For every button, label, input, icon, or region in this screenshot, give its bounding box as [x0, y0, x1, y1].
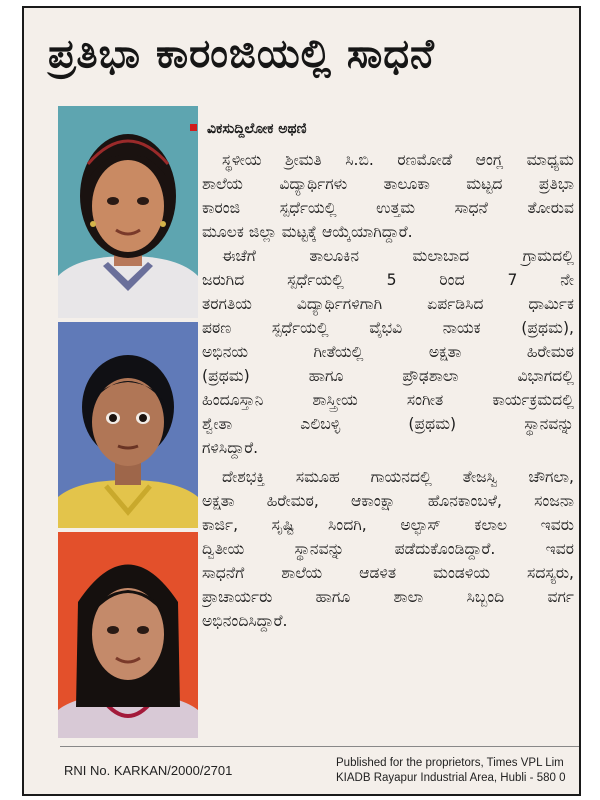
- rni-number: RNI No. KARKAN/2000/2701: [64, 763, 233, 778]
- paragraph-3-line: ದೇಶಭಕ್ತಿ ಸಮೂಹ ಗಾಯನದಲ್ಲಿ ತೇಜಸ್ವಿ ಚೌಗಲಾ,: [222, 468, 574, 486]
- paragraph-2-line: ಜರುಗಿದ ಸ್ಪರ್ಧೆಯಲ್ಲಿ 5 ರಿಂದ 7 ನೇ: [202, 271, 574, 289]
- published-line: Published for the proprietors, Times VPL Lim: [336, 757, 564, 769]
- student-portrait-3: [58, 532, 198, 738]
- student-portrait-1: [58, 106, 198, 318]
- paragraph-2-line: (ಪ್ರಥಮ) ಹಾಗೂ ಪ್ರೌಢಶಾಲಾ ವಿಭಾಗದಲ್ಲಿ: [202, 367, 574, 385]
- paragraph-3-line: ಅಭಿನಂದಿಸಿದ್ದಾರೆ.: [202, 612, 288, 630]
- student-photo-1: [58, 106, 198, 318]
- paragraph-2-line: ಪಠಣ ಸ್ಪರ್ಧೆಯಲ್ಲಿ ವೈಭವಿ ನಾಯಕ (ಪ್ರಥಮ),: [202, 319, 574, 337]
- paragraph-1-line: ಸ್ಥಳೀಯ ಶ್ರೀಮತಿ ಸಿ.ಬಿ. ರಣಮೋಡೆ ಆಂಗ್ಲ ಮಾಧ್ಯಮ: [222, 151, 574, 169]
- byline-text: ವಿಕಸುದ್ದಿಲೋಕ ಅಥಣಿ: [207, 121, 307, 137]
- paragraph-2-line: ಅಭಿನಯ ಗೀತೆಯಲ್ಲಿ ಅಕ್ಷತಾ ಹಿರೇಮಠ: [202, 343, 574, 361]
- paragraph-2-line: ಈಚೆಗೆ ತಾಲೂಕಿನ ಮಲಾಬಾದ ಗ್ರಾಮದಲ್ಲಿ: [222, 247, 574, 265]
- paragraph-2-line: ಗಳಿಸಿದ್ದಾರೆ.: [202, 439, 259, 457]
- newspaper-clipping: [22, 6, 581, 796]
- paragraph-3-line: ಅಕ್ಷತಾ ಹಿರೇಮಠ, ಆಕಾಂಕ್ಷಾ ಹೊನಕಾಂಬಳೆ, ಸಂಜನಾ: [202, 492, 574, 510]
- headline: ಪ್ರತಿಭಾ ಕಾರಂಜಿಯಲ್ಲಿ ಸಾಧನೆ: [48, 31, 435, 77]
- paragraph-3-line: ದ್ವಿತೀಯ ಸ್ಥಾನವನ್ನು ಪಡೆದುಕೊಂಡಿದ್ದಾರೆ. ಇವರ: [202, 540, 574, 558]
- paragraph-1-line: ಶಾಲೆಯ ವಿದ್ಯಾರ್ಥಿಗಳು ತಾಲೂಕಾ ಮಟ್ಟದ ಪ್ರತಿಭಾ: [202, 175, 574, 193]
- paragraph-3-line: ಸಾಧನೆಗೆ ಶಾಲೆಯ ಆಡಳಿತ ಮಂಡಳಿಯ ಸದಸ್ಯರು,: [202, 564, 574, 582]
- paragraph-2-line: ಶ್ವೇತಾ ಎಲಿಬಳ್ಳಿ (ಪ್ರಥಮ) ಸ್ಥಾನವನ್ನು: [202, 415, 574, 433]
- red-bullet-icon: [190, 124, 197, 131]
- student-photo-2: [58, 322, 198, 528]
- paragraph-3-line: ಪ್ರಾಚಾರ್ಯರು ಹಾಗೂ ಶಾಲಾ ಸಿಬ್ಬಂದಿ ವರ್ಗ: [202, 588, 574, 606]
- paragraph-1-line: ಕಾರಂಜಿ ಸ್ಪರ್ಧೆಯಲ್ಲಿ ಉತ್ತಮ ಸಾಧನೆ ತೋರುವ: [202, 199, 574, 217]
- student-portrait-2: [58, 322, 198, 528]
- address-line: KIADB Rayapur Industrial Area, Hubli - 580 0: [336, 772, 566, 784]
- paragraph-1-line: ಮೂಲಕ ಜಿಲ್ಲಾ ಮಟ್ಟಕ್ಕೆ ಆಯ್ಕೆಯಾಗಿದ್ದಾರೆ.: [202, 223, 413, 241]
- paragraph-3-line: ಕಾರ್ಜಿ, ಸೃಷ್ಟಿ ಸಿಂದಗಿ, ಅಲ್ಫಾಸ್ ಕಲಾಲ ಇವರು: [202, 516, 574, 534]
- footer-divider: [60, 746, 579, 747]
- byline: [190, 121, 307, 141]
- paragraph-2-line: ತರಗತಿಯ ವಿದ್ಯಾರ್ಥಿಗಳಿಗಾಗಿ ಏರ್ಪಡಿಸಿದ ಧಾರ್ಮಿಕ: [202, 295, 574, 313]
- publisher-info: [336, 756, 565, 786]
- article-body: [202, 148, 574, 633]
- paragraph-2-line: ಹಿಂದೂಸ್ತಾನಿ ಶಾಸ್ತ್ರೀಯ ಸಂಗೀತ ಕಾರ್ಯಕ್ರಮದಲ್ಲಿ: [202, 391, 574, 409]
- student-photo-3: [58, 532, 198, 738]
